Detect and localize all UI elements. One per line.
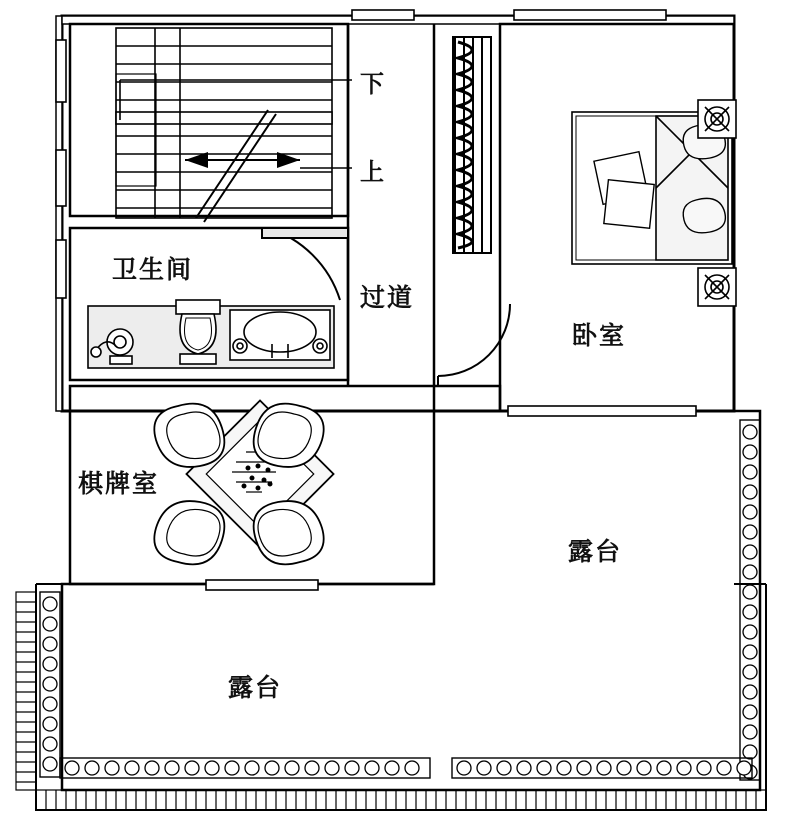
label-bedroom: 卧室 [572,321,627,350]
label-corridor: 过道 [360,283,415,312]
left-fringe [16,592,36,790]
label-mahjong-room: 棋牌室 [78,469,160,498]
label-terrace-right: 露台 [568,537,623,566]
outer-fringe [36,790,766,810]
label-stair-down: 下 [360,70,386,98]
label-bathroom: 卫生间 [112,255,194,284]
label-stair-up: 上 [360,158,386,186]
label-terrace-bottom: 露台 [228,673,283,702]
